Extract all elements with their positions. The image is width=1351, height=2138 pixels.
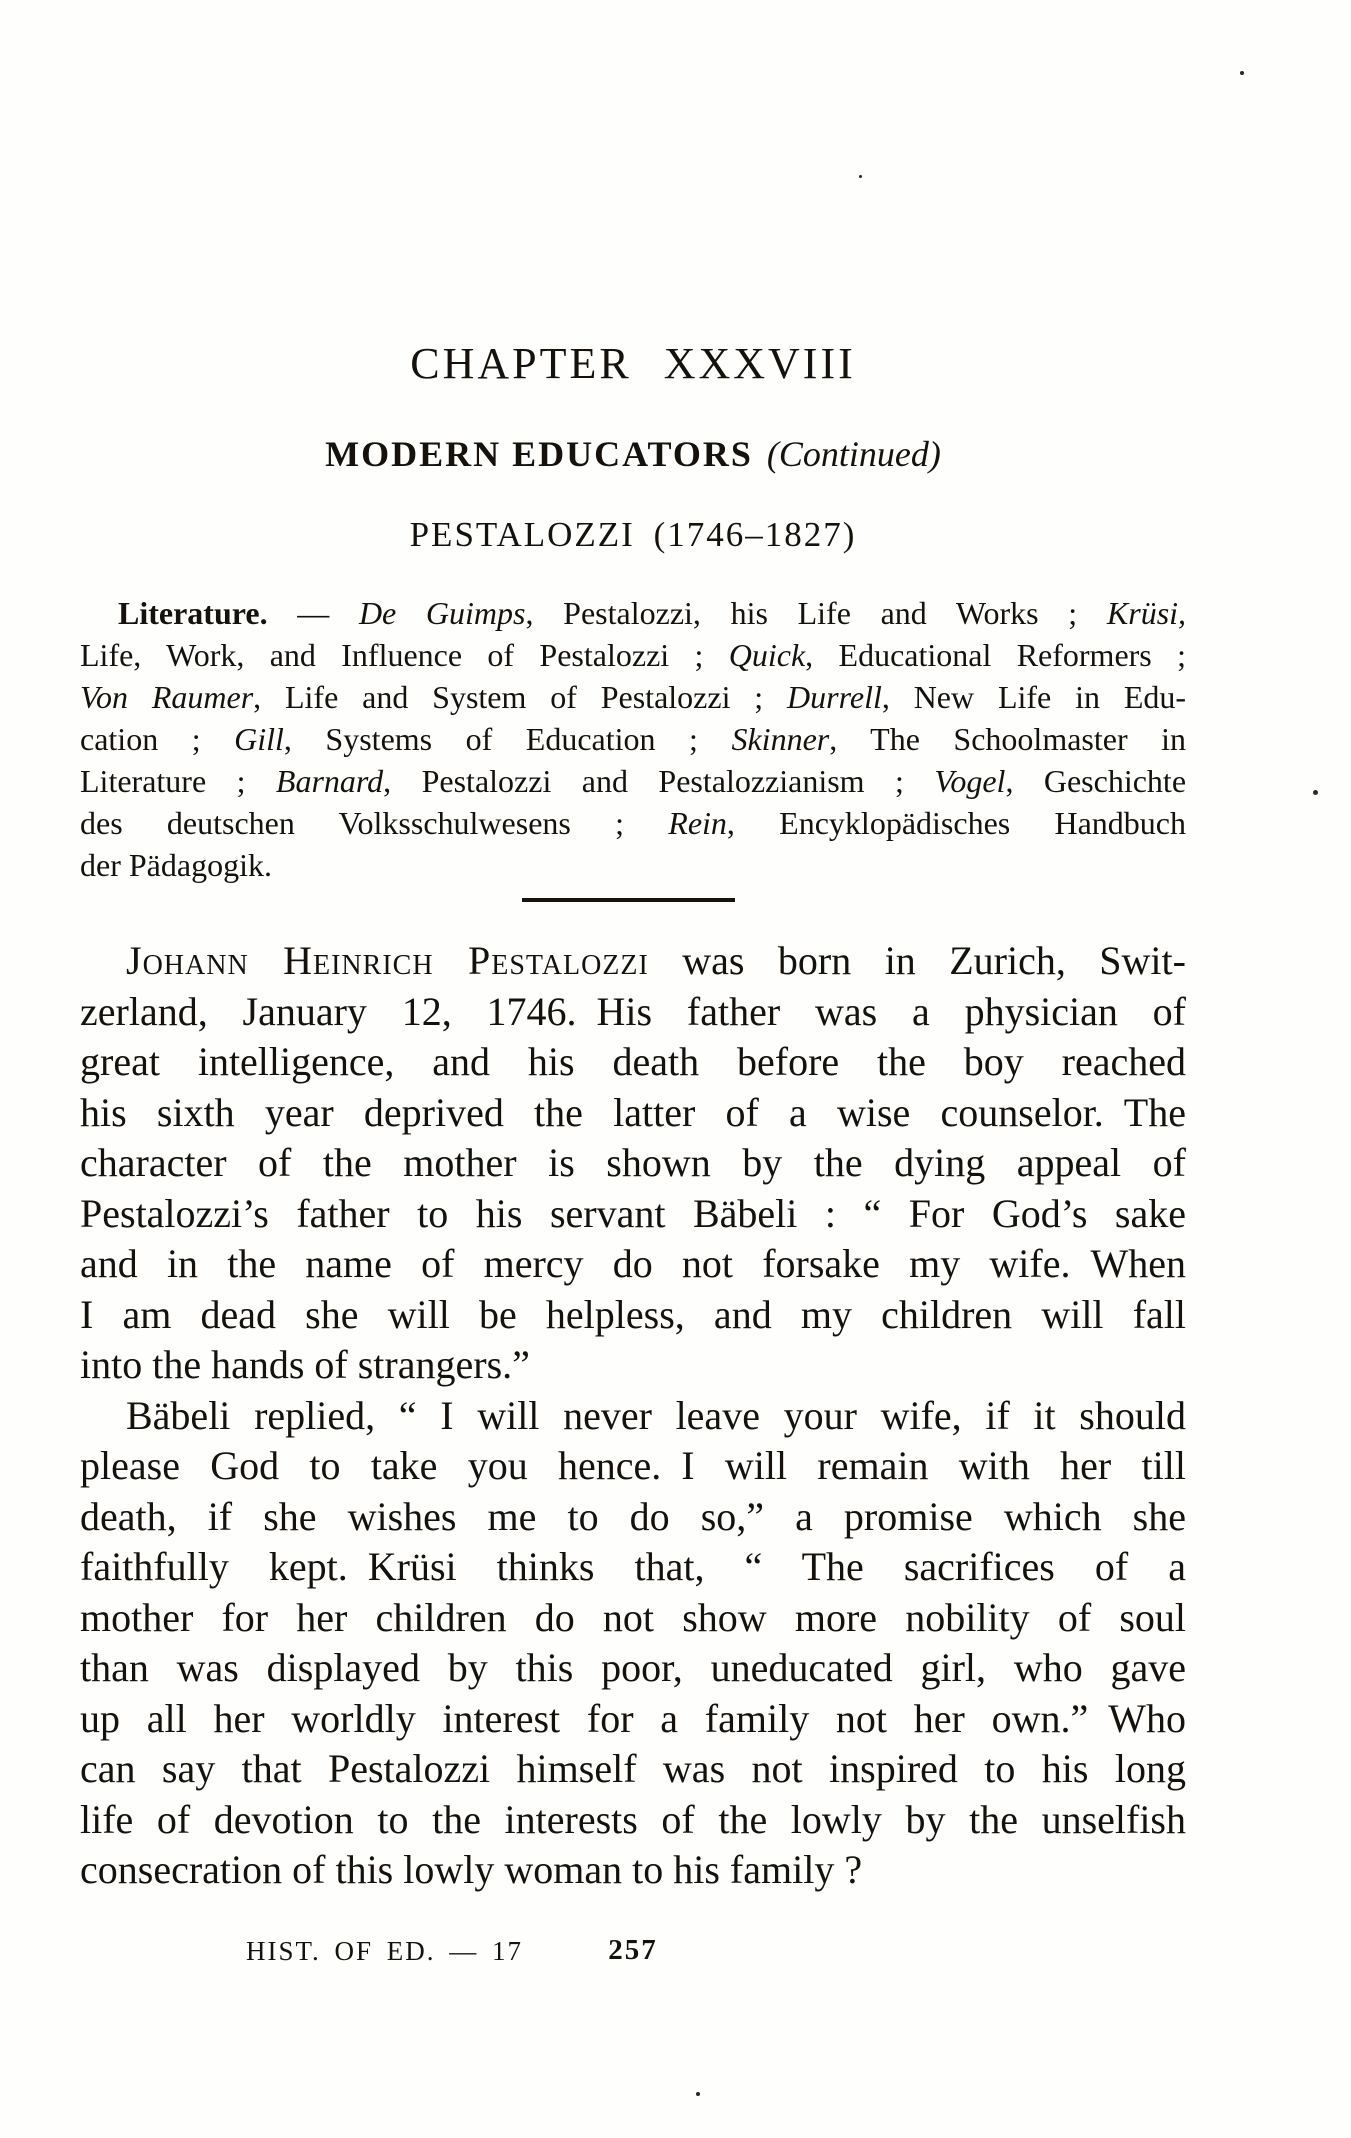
text-line (80, 1542, 1186, 1593)
text-line (80, 1239, 1186, 1290)
scan-speck (859, 175, 862, 178)
text-segment: up all her worldly interest for a family not her own.” Who (80, 1695, 1186, 1741)
section-divider (522, 898, 735, 902)
text-line (80, 1441, 1186, 1492)
text-segment: life of devotion to the interests of the lowly by the unselfish (80, 1796, 1186, 1842)
text-segment: Bäbeli replied, “ I will never leave your wife, if it should (126, 1392, 1186, 1438)
text-line (80, 1088, 1186, 1139)
text-line (80, 760, 1186, 802)
literature-paragraph (80, 592, 1186, 886)
paragraph (80, 936, 1186, 1391)
text-segment: zerland, January 12, 1746. His father was a physician of (80, 988, 1186, 1034)
scan-speck (1313, 790, 1318, 795)
text-segment: Johann Heinrich Pestalozzi (126, 938, 649, 983)
text-line (80, 936, 1186, 987)
text-segment: , Life and System of Pestalozzi ; (253, 679, 788, 715)
text-line (80, 1845, 1186, 1896)
text-line (80, 844, 1186, 886)
text-segment: , Encyklopädisches Handbuch (726, 805, 1187, 841)
text-line (80, 1138, 1186, 1189)
text-segment: , Pestalozzi and Pestalozzianism ; (383, 763, 935, 799)
text-segment: Quick (728, 637, 806, 673)
text-line (80, 592, 1186, 634)
scan-speck (1240, 71, 1244, 75)
text-segment: , Pestalozzi, his Life and Works ; (525, 595, 1107, 631)
text-segment: — (267, 595, 359, 631)
scan-speck (696, 2092, 700, 2096)
text-segment: his sixth year deprived the latter of a wise counselor. The (80, 1089, 1186, 1135)
text-segment: than was displayed by this poor, uneducated girl, who gave (80, 1645, 1186, 1690)
text-segment: , Systems of Education ; (283, 721, 732, 757)
text-line (80, 1037, 1186, 1088)
text-segment: I am dead she will be helpless, and my children will fall (80, 1291, 1186, 1337)
text-segment: mother for her children do not show more nobility of soul (80, 1594, 1186, 1640)
text-segment: great intelligence, and his death before the boy reached (80, 1039, 1186, 1084)
chapter-title: CHAPTER XXXVIII (410, 339, 856, 388)
footer-signature: HIST. OF ED. — 17 (246, 1936, 524, 1966)
text-segment: Krüsi, (1106, 595, 1187, 631)
text-line (80, 634, 1186, 676)
page-number: 257 (608, 1934, 658, 1966)
text-segment: Von Raumer (80, 679, 254, 715)
subsection-title: PESTALOZZI (1746–1827) (409, 515, 857, 554)
text-segment: was born in Zurich, Swit- (648, 938, 1186, 983)
text-segment: and in the name of mercy do not forsake my wife. When (80, 1241, 1186, 1286)
section-title-text: MODERN EDUCATORS (325, 434, 753, 474)
text-segment: Vogel (934, 763, 1006, 799)
section-title (80, 433, 1186, 475)
text-segment: Gill (234, 721, 284, 757)
text-line (80, 802, 1186, 844)
text-segment: , New Life in Edu- (881, 679, 1187, 715)
text-segment: der Pädagogik. (80, 847, 272, 883)
text-segment: death, if she wishes me to do so,” a promise which she (80, 1493, 1186, 1539)
text-line (80, 718, 1186, 760)
section-title-continued: (Continued) (766, 434, 941, 474)
text-segment: Literature ; (80, 763, 276, 799)
text-segment: consecration of this lowly woman to his family ? (80, 1847, 863, 1892)
text-segment: Skinner (731, 721, 830, 757)
text-segment: can say that Pestalozzi himself was not inspired to his long (80, 1746, 1186, 1791)
text-segment: , Educational Reformers ; (805, 637, 1187, 673)
body-text (80, 936, 1186, 1896)
text-line (80, 1795, 1186, 1846)
text-line (80, 1340, 1186, 1391)
text-line (80, 987, 1186, 1038)
text-segment: faithfully kept. Krüsi thinks that, “ The sacrifices of a (80, 1544, 1186, 1589)
text-line (80, 1189, 1186, 1240)
text-line (80, 1492, 1186, 1543)
text-line (80, 1391, 1186, 1442)
text-segment: , Geschichte (1005, 763, 1187, 799)
footer (80, 1932, 1186, 1976)
text-line (80, 1744, 1186, 1795)
text-segment: Literature. (118, 595, 268, 631)
text-segment: character of the mother is shown by the dying appeal of (80, 1140, 1186, 1185)
text-segment: Durrell (787, 679, 882, 715)
text-line (80, 1593, 1186, 1644)
text-segment: Pestalozzi’s father to his servant Bäbeli : “ For God’s sake (80, 1190, 1186, 1236)
text-segment: Barnard (275, 763, 384, 799)
text-segment: Rein (668, 805, 727, 841)
text-segment: De Guimps (358, 595, 526, 631)
text-segment: Life, Work, and Influence of Pestalozzi ; (80, 637, 729, 673)
text-line (80, 1643, 1186, 1694)
text-line (80, 1290, 1186, 1341)
text-line (80, 676, 1186, 718)
text-segment: des deutschen Volksschulwesens ; (80, 805, 669, 841)
text-line (80, 1694, 1186, 1745)
paragraph (80, 1391, 1186, 1896)
text-segment: into the hands of strangers.” (80, 1342, 530, 1387)
text-segment: please God to take you hence. I will remain with her till (80, 1443, 1186, 1488)
text-segment: , The Schoolmaster in (829, 721, 1187, 757)
text-segment: cation ; (80, 721, 235, 757)
